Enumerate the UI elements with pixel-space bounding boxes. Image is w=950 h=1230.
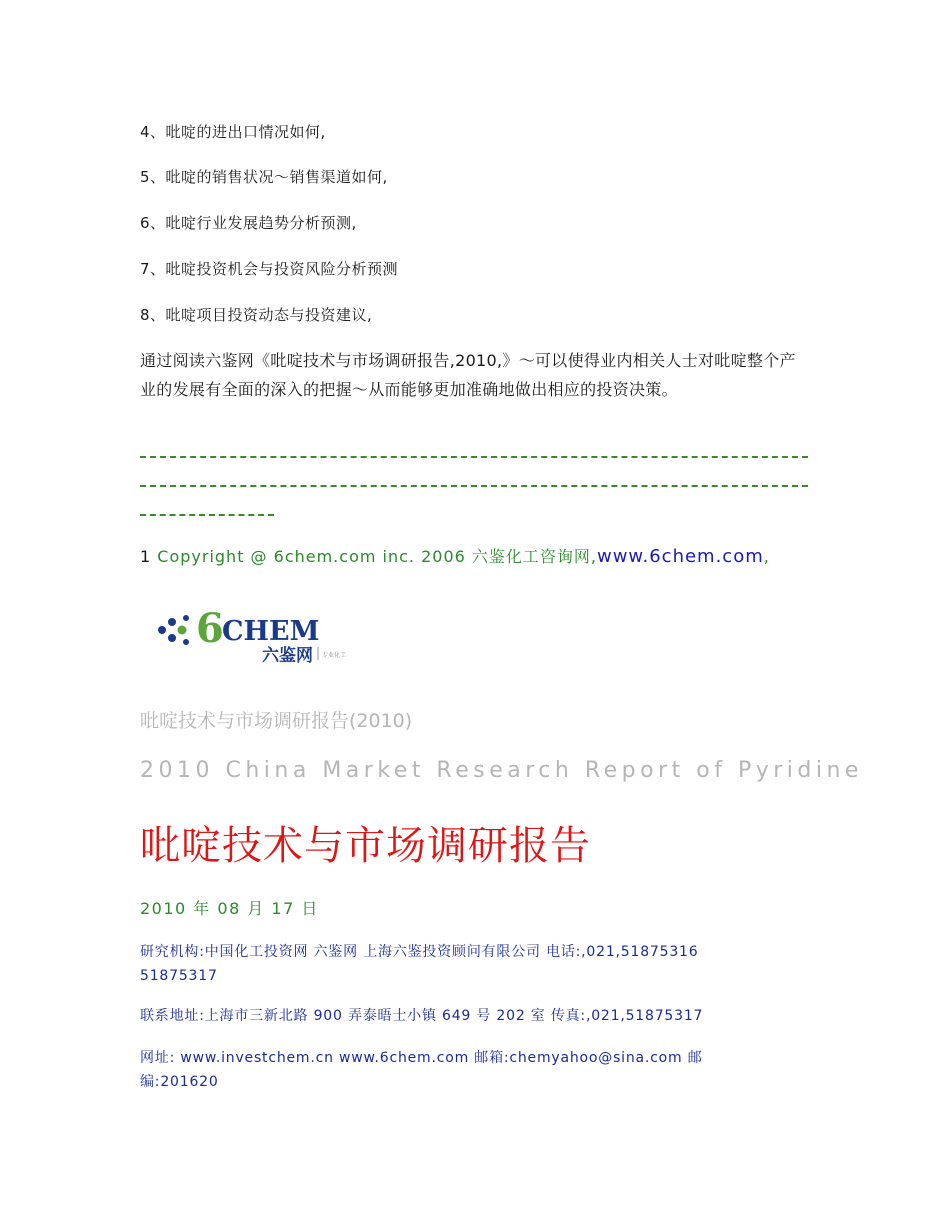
report-title-cn-gray: 吡啶技术与市场调研报告(2010) [140,710,413,732]
logo-brand-text: CHEM [222,616,320,647]
separator-line [140,485,808,487]
contact-address: 联系地址:上海市三新北路 900 弄泰晤士小镇 649 号 202 室 传真:,021,51875317 [140,1008,704,1024]
logo-tagline: 专业化工 [322,652,347,659]
report-date: 2010 年 08 月 17 日 [140,899,319,918]
report-title-en-gray: 2010 China Market Research Report of Pyridine [140,758,863,783]
list-item: 4、吡啶的进出口情况如何, [140,123,326,141]
list-item: 6、吡啶行业发展趋势分析预测, [140,214,357,232]
summary-paragraph: 通过阅读六鉴网《吡啶技术与市场调研报告,2010,》～可以使得业内相关人士对吡啶整个产业的发展有全面的深入的把握～从而能够更加准确地做出相应的投资决策。 [140,351,796,399]
page-number: 1 [140,547,152,566]
6chem-logo [150,600,390,666]
contact-web: 网址: www.investchem.cn www.6chem.com 邮箱:chemyahoo@sina.com 邮编:201620 [140,1050,703,1090]
list-item: 8、吡啶项目投资动态与投资建议, [140,306,373,324]
copyright-trailing: , [763,547,770,566]
separator-line [140,514,274,516]
separator-line [140,456,808,458]
site-link[interactable]: www.6chem.com [596,546,764,567]
list-item: 5、吡啶的销售状况～销售渠道如何, [140,168,388,186]
copyright-line [140,544,770,567]
report-title-cn-red: 吡啶技术与市场调研报告 [140,823,591,869]
logo-chinese-text: 六鉴网 [262,646,313,666]
copyright-text: Copyright @ 6chem.com inc. 2006 六鉴化工咨询网, [157,547,597,566]
molecule-icon [158,615,189,645]
contact-institution: 研究机构:中国化工投资网 六鉴网 上海六鉴投资顾问有限公司 电话:,021,51875316 51875317 [140,944,699,984]
logo-six-glyph: 6 [196,605,224,652]
list-item: 7、吡啶投资机会与投资风险分析预测 [140,260,399,278]
